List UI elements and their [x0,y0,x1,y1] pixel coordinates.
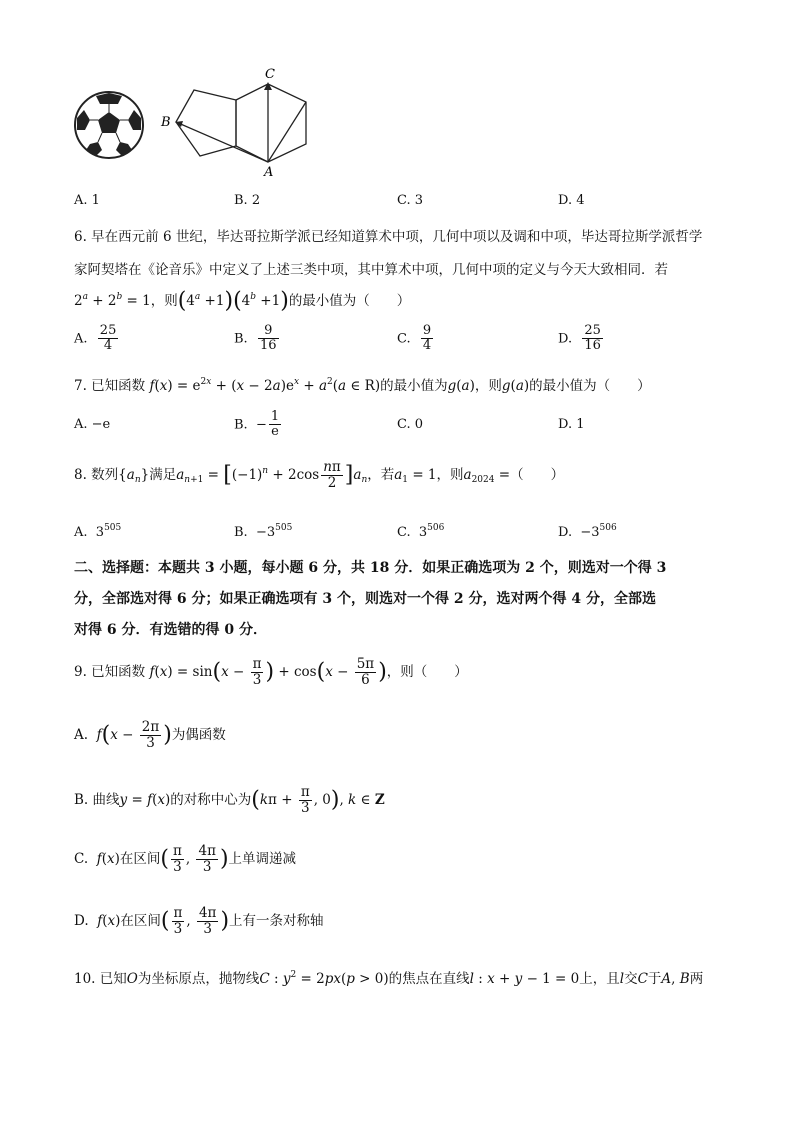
soccer-ball-figure [72,90,146,160]
label-c: C [265,67,275,82]
q6-expression: $(4^a +1)(4^b +1)$ [177,288,289,314]
q5-option-b[interactable]: B. 2 [234,193,261,208]
q7-stem: 7. 已知函数 $f(x) = e^{2x} + (x - 2a)e^x + a^2(a$ ∈ R)的最小值为g(a)，则g(a)的最小值为（ ） [74,377,651,394]
q6-condition: $2^a + 2^b = 1$ [74,292,151,309]
q8-option-a[interactable]: A. $3^{505}$ [74,523,122,540]
q7-option-b[interactable]: B. − $\frac{1}{e}$ [234,409,280,440]
q9-option-b[interactable]: B. 曲线y = f(x)的对称中心为(kπ + $\frac{\pi}{3}$ , 0), k ∈ Z [74,784,385,816]
q6-line3: $2^a + 2^b = 1$，则$(4^a +1)(4^b +1)$的最小值为（ ） [74,288,411,314]
q5-option-c[interactable]: C. 3 [397,193,424,208]
geometry-diagram [158,66,318,180]
q10-stem: 10. 已知O为坐标原点，抛物线C : $y^2 = 2px(p > 0)$的焦点在直线l : x + y − 1 = 0上，且l交C于A, B两 [74,970,704,987]
q8-option-c[interactable]: C. $3^{506}$ [397,523,445,540]
q8-option-d[interactable]: D. $-3^{506}$ [558,523,617,540]
q9-option-d[interactable]: D. f(x)在区间( $\frac{\pi}{3}$ , $\frac{4\pi}{3}$ )上有一条对称轴 [74,905,324,937]
q6-line1: 6. 早在西元前 6 世纪，毕达哥拉斯学派已经知道算术中项，几何中项以及调和中项，毕达哥拉斯学派哲学 [74,229,703,245]
section2-line3: 对得 6 分．有选错的得 0 分． [74,622,267,638]
q7-option-d[interactable]: D. 1 [558,417,585,432]
q8-stem: 8. 数列$\{a_n\}$满足$a_{n+1} = [(-1)^n + 2\cos$ $\frac{n\pi}{2}$ ]$a_n$，若$a_1 = 1$，则$a_{2024}$ =（ ） [74,459,565,491]
q6-option-b[interactable]: B. $\frac{9}{16}$ [234,323,277,354]
q6-option-a[interactable]: A. $\frac{25}{4}$ [74,323,117,354]
section2-line2: 分，全部选对得 6 分；如果正确选项有 3 个，则选对一个得 2 分，选对两个得 4 分，全部选 [74,591,656,607]
label-b: B [161,115,171,130]
q9-option-c[interactable]: C. f(x)在区间( $\frac{\pi}{3}$ , $\frac{4\pi}{3}$ )上单调递减 [74,843,297,875]
q5-option-d[interactable]: D. 4 [558,193,585,208]
section2-line1: 二、选择题：本题共 3 小题，每小题 6 分，共 18 分．如果正确选项为 2 个，则选对一个得 3 [74,560,667,576]
label-a: A [264,165,274,180]
q6-option-d[interactable]: D. $\frac{25}{16}$ [558,323,601,354]
q6-line2: 家阿契塔在《论音乐》中定义了上述三类中项，其中算术中项，几何中项的定义与今天大致相同．若 [74,262,668,278]
q5-option-a[interactable]: A. 1 [74,193,100,208]
q8-option-b[interactable]: B. $-3^{505}$ [234,523,293,540]
q6-option-c[interactable]: C. $\frac{9}{4}$ [397,323,432,354]
q7-option-a[interactable]: A. −e [74,417,111,432]
q7-option-c[interactable]: C. 0 [397,417,424,432]
q9-stem: 9. 已知函数 f(x) = sin(x − $\frac{\pi}{3}$ ) + cos(x − $\frac{5\pi}{6}$ )，则（ ） [74,656,468,688]
q9-option-a[interactable]: A. f(x − $\frac{2\pi}{3}$ )为偶函数 [74,719,226,751]
